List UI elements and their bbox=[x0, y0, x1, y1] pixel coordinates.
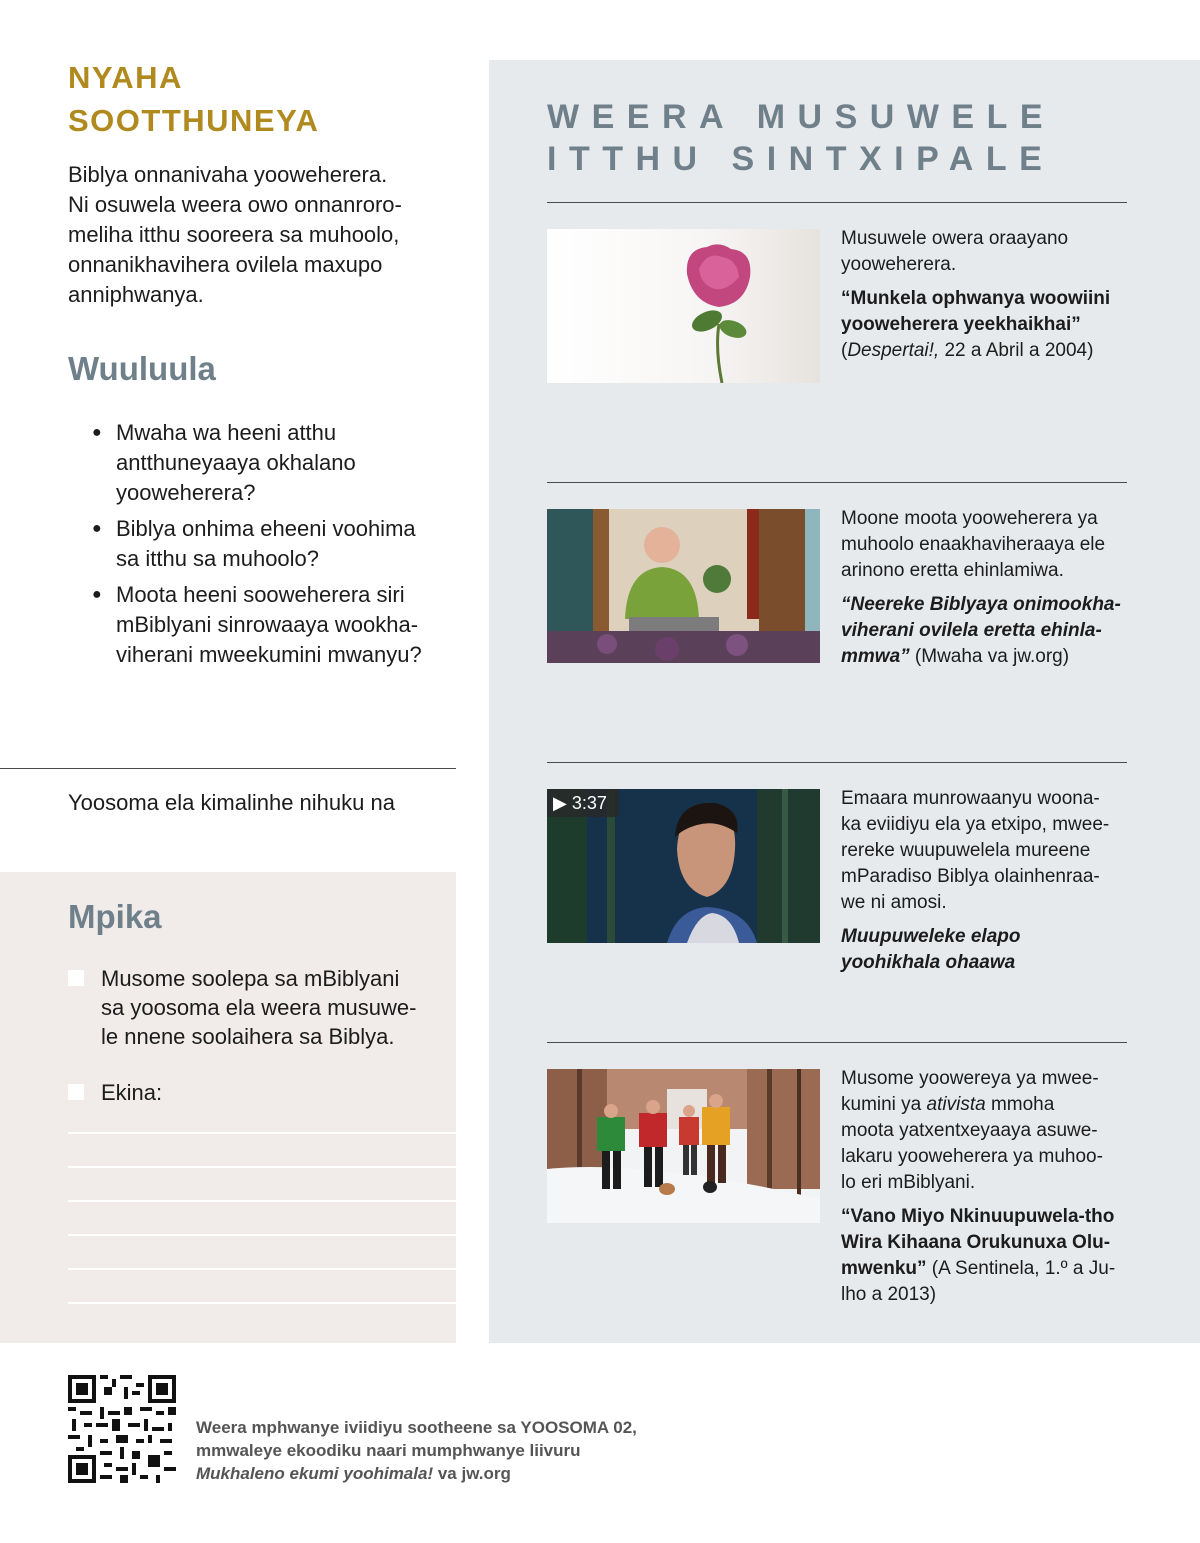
write-line[interactable] bbox=[68, 1268, 456, 1270]
bullet-icon: ● bbox=[92, 586, 102, 603]
write-line[interactable] bbox=[68, 1302, 456, 1304]
intro-paragraph: Biblya onnanivaha yooweherera. Ni osuwela weera owo onnanroro- meliha itthu sooreera sa muhoolo, onnanikhavihera ovilela maxupo anniphwanya. bbox=[68, 162, 402, 307]
resource-description: Musome yoowereya ya mwee- kumini ya ativista mmoha moota yatxentxeyaaya asuwe- lakaru yooweherera ya muhoo- lo eri mBiblyani. “Vano Miyo Nkinuupuwela-tho Wira Kihaana Orukunuxa Olu- mwenku” (A Sentinela, 1.º a Ju- lho a 2013) bbox=[841, 1066, 1131, 1308]
write-line[interactable] bbox=[68, 1166, 456, 1168]
resource-title[interactable]: “Munkela ophwanya woowiini yooweherera yeekhaikhai” bbox=[841, 288, 1111, 335]
goal-heading: Mpika bbox=[68, 898, 162, 935]
resource-description: Moone moota yooweherera ya muhoolo enaakhaviheraaya ele arinono eretta ehinlamiwa. “Neereke Biblyaya onimookha- viherani ovilela eretta ehinla- mmwa” (Mwaha va jw.org) bbox=[841, 506, 1131, 670]
divider bbox=[547, 762, 1127, 763]
footer-note: Weera mphwanye iviidiyu sootheene sa YOOSOMA 02, mmwaleye ekoodiku naari mumphwanye liivuru Mukhaleno ekumi yoohimala! va jw.org bbox=[196, 1418, 637, 1483]
divider bbox=[0, 768, 456, 769]
video-thumbnail[interactable] bbox=[547, 789, 820, 943]
question-list bbox=[92, 418, 462, 676]
goal-item-other: Ekina: bbox=[68, 1078, 448, 1107]
page-title-line: SOOTTHUNEYA bbox=[68, 103, 320, 138]
write-line[interactable] bbox=[68, 1200, 456, 1202]
video-duration-badge: ▶ 3:37 bbox=[547, 789, 619, 817]
resource-title[interactable]: “Neereke Biblyaya onimookha- viherani ovilela eretta ehinla- mmwa” (Mwaha va jw.org) bbox=[841, 594, 1121, 667]
family-snow-thumbnail[interactable] bbox=[547, 1069, 820, 1223]
resources-heading: WEERA MUSUWELE ITTHU SINTXIPALE bbox=[547, 98, 1056, 178]
flower-thumbnail[interactable] bbox=[547, 229, 820, 383]
resource-description: Emaara munrowaanyu woona- ka eviidiyu ela ya etxipo, mwee- rereke wuupuwelela mureene mParadiso Biblya olainhenraa- we ni amosi. Muupuweleke elapo yoohikhala ohaawa bbox=[841, 786, 1131, 976]
page-title bbox=[68, 56, 468, 142]
page-title-line: NYAHA bbox=[68, 60, 183, 95]
goal-panel bbox=[0, 872, 456, 1343]
write-line[interactable] bbox=[68, 1132, 456, 1134]
goal-item: Musome soolepa sa mBiblyani sa yoosoma ela weera musuwe- le nnene soolaihera sa Biblya. bbox=[68, 964, 448, 1051]
write-line[interactable] bbox=[68, 1234, 456, 1236]
list-item: ● Moota heeni sooweherera siri mBiblyani sinrowaaya wookha- viherani mweekumini mwanyu? bbox=[92, 582, 422, 667]
completion-date-label: Yoosoma ela kimalinhe nihuku na bbox=[68, 790, 395, 815]
man-wheelchair-thumbnail[interactable] bbox=[547, 509, 820, 663]
divider bbox=[547, 1042, 1127, 1043]
resource-title[interactable]: “Vano Miyo Nkinuupuwela-tho Wira Kihaana Orukunuxa Olu- mwenku” (A Sentinela, 1.º a Ju- lho a 2013) bbox=[841, 1206, 1116, 1305]
qr-code[interactable] bbox=[68, 1375, 176, 1483]
resource-description: Musuwele owera oraayano yooweherera. “Munkela ophwanya woowiini yooweherera yeekhaikhai” (Despertai!, 22 a Abril a 2004) bbox=[841, 226, 1131, 364]
divider bbox=[547, 202, 1127, 203]
bullet-icon: ● bbox=[92, 424, 102, 441]
discuss-heading: Wuuluula bbox=[68, 350, 216, 387]
resource-title[interactable]: Muupuweleke elapo yoohikhala ohaawa bbox=[841, 926, 1021, 973]
bullet-icon: ● bbox=[92, 520, 102, 537]
goal-checkbox[interactable] bbox=[68, 970, 84, 986]
list-item: ● Biblya onhima eheeni voohima sa itthu sa muhoolo? bbox=[92, 516, 416, 571]
goal-checkbox[interactable] bbox=[68, 1084, 84, 1100]
divider bbox=[547, 482, 1127, 483]
list-item: ● Mwaha wa heeni atthu antthuneyaaya okhalano yooweherera? bbox=[92, 420, 356, 505]
